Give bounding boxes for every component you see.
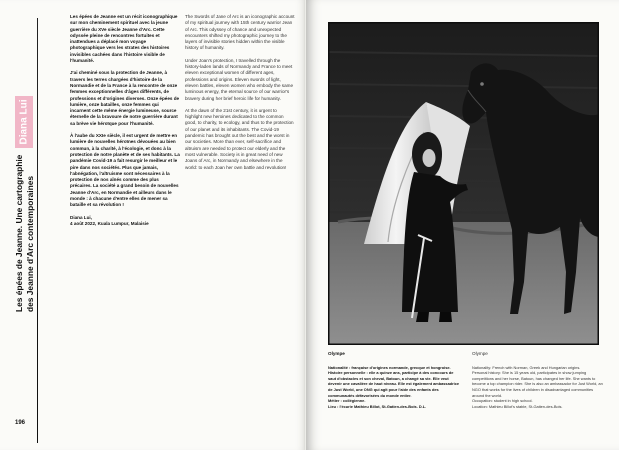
caption-french-location: Lieu : l'écurie Mathieu Billot, St-Gatien-des-Bois. D.L. xyxy=(328,403,427,409)
vertical-title-line-1: Les épées de Jeanne. Une cartographie xyxy=(14,154,24,312)
french-paragraph-2: J'ai cheminé sous la protection de Jeanne, à travers les terres chargées d'histoire de la Normandie et de la France à la rencontre de onze femmes exceptionnelles d'âges différents, de professions et d'origines diverses. Onze épées de lumière, onze batailles, onze femmes qui incarnent cette même énergie lumineuse, source éternelle de la bravoure de notre guerrière durant sa brève vie héroïque pour l'humanité. xyxy=(70,70,180,126)
caption-english-occupation: Occupation: student in high school. xyxy=(472,398,533,404)
french-paragraph-3: À l'aube du XXIe siècle, il est urgent de mettre en lumière de nouvelles héroïnes dévouées au bien commun, à la charité, à l'écologie, et donc à la protection de notre planète et de ses habitants. La pandémie Covid-19 a fait resurgir le meilleur et le pire dans nos sociétés. Plus que jamais, l'abnégation, l'altruisme sont nécessaires à la protection de nos aînés comme des plus précaires. La société a grand besoin de nouvelles Jeanne d'Arc, en Normandie et ailleurs dans le monde : à chacune d'entre elles de mener sa bataille et sa révolution ! xyxy=(70,133,180,208)
caption-french-history: Histoire personnelle : elle a quinze ans, participe à des concours de saut d'obstacles et son cheval, Batoun, a changé sa vie. Elle veut devenir une cavalière de haut niveau. Elle est également ambassadrice de Just World, une ONG qui agit pour l'aide des enfants des communautés défavorisées du monde entier. xyxy=(328,370,460,398)
caption-french-nationality: Nationalité : française d'origines normande, grecque et hongroise. xyxy=(328,364,451,370)
page-number: 196 xyxy=(15,420,26,426)
caption-french-occupation: Métier : collégienne. xyxy=(328,398,366,404)
photo-illustration xyxy=(328,22,599,345)
signature-name: Diana Lui, xyxy=(70,214,92,220)
english-text-column xyxy=(185,14,295,177)
caption-french-title: Olympe xyxy=(328,351,345,356)
french-paragraph-1: Les épées de Jeanne est un récit iconographique sur mon cheminement spirituel avec la jeune guerrière du XVe siècle Jeanne d'Arc. Cette odyssée pleine de rencontres fortuites et inattendues a déplacé mon voyage photographique vers les strates des histoires invisibles cachées dans l'histoire visible de l'humanité. xyxy=(70,14,178,64)
caption-english xyxy=(472,351,606,409)
caption-english-nationality: Nationality: French with Norman, Greek and Hungarian origins. xyxy=(472,364,581,370)
caption-french xyxy=(328,351,462,409)
vertical-title-line-2: des Jeanne d'Arc contemporaines xyxy=(25,175,35,312)
right-page xyxy=(306,0,619,450)
portrait-photo xyxy=(328,22,599,345)
caption-english-history: Personal history: She is 15 years old, participates in show jumping competitions and her horse, Batoun, has changed her life. She wants to become a top champion rider. She is also an ambassador for Just World, an NGO that works for the lives of children in disadvantaged communities around the world. xyxy=(472,370,603,398)
signature-place-date: 4 août 2022, Kuala Lumpur, Malaisie xyxy=(70,220,149,226)
title-rule xyxy=(37,293,38,443)
signature xyxy=(70,215,180,228)
english-paragraph-1: The Swords of Jane of Arc is an iconographic account of my spiritual journey with 15th century warrior Jean of Arc. This odyssey of chance and unexpected encounters shifted my photographic journey to the layers of invisible stories hidden within the visible history of humanity. xyxy=(185,14,295,51)
caption-english-title: Olympe xyxy=(472,351,488,356)
caption-english-location: Location: Mathieu Billot's stable, St-Gatien-des-Bois. xyxy=(472,403,563,409)
french-text-column xyxy=(70,14,180,227)
author-tag xyxy=(15,96,33,148)
left-page xyxy=(0,0,306,450)
english-paragraph-3: At the dawn of the 21st century, it is urgent to highlight new heroines dedicated to the common good, to charity, to ecology, and thus to the protection of our planet and its inhabitants. The Covid-19 pandemic has brought out the best and the worst in our societies. More than ever, self-sacrifice and altruism are needed to protect our elderly and the most vulnerable. Society is in great need of new Joans of Arc, in Normandy and elsewhere in the world: to each Joan her own battle and revolution! xyxy=(185,107,294,170)
english-paragraph-2: Under Joan's protection, I travelled through the history-laden lands of Normandy and France to meet eleven exceptional women of different ages, professions and origins. Eleven swords of light, eleven battles, eleven women who embody the same luminous energy, the eternal source of our warrior's bravery during her brief heroic life for humanity. xyxy=(185,57,294,101)
author-tag-label: Diana Lui xyxy=(18,99,30,145)
